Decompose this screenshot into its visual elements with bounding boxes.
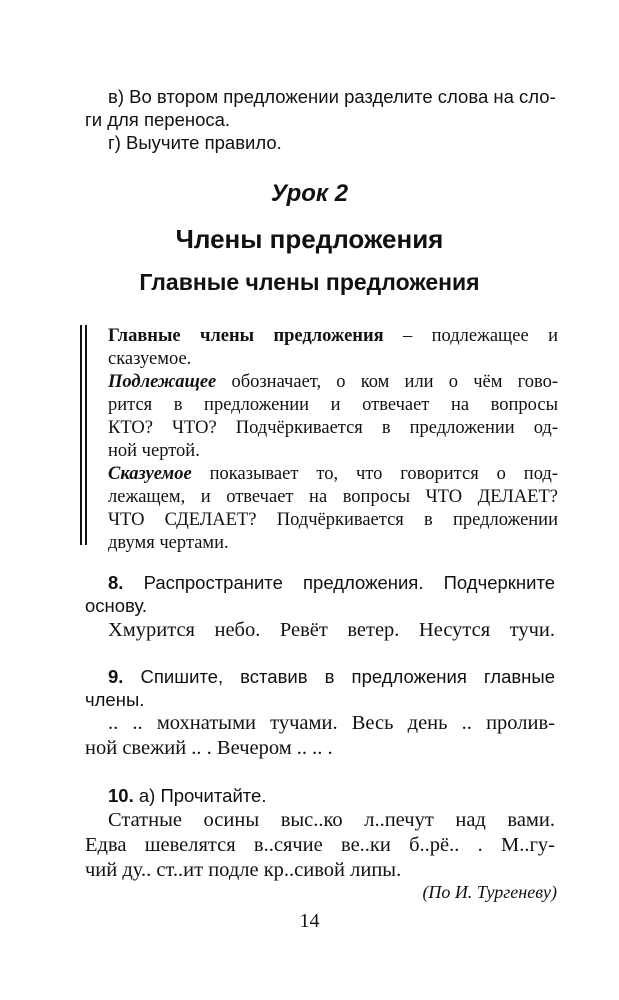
rule-bar-left — [80, 325, 82, 545]
rule-line-7: Сказуемое показывает то, что говорится о под- — [108, 464, 558, 484]
rule-line-5: КТО? ЧТО? Подчёркивается в предложении од- — [108, 418, 558, 438]
rule-line-4: рится в предложении и отвечает на вопросы — [108, 395, 558, 415]
exercise-10-task: 10. а) Прочитайте. — [108, 785, 267, 806]
exercise-8-text: Хмурится небо. Ревёт ветер. Несутся тучи. — [108, 619, 555, 641]
exercise-10-source: (По И. Тургеневу) — [422, 882, 557, 902]
exercise-8-task-line1: 8. Распространите предложения. Подчеркните — [108, 572, 555, 593]
rule-term-predicate: Сказуемое — [108, 464, 192, 484]
exercise-9-text-line1: .. .. мохнатыми тучами. Весь день .. пролив- — [108, 712, 555, 734]
exercise-9-task-line2: члены. — [85, 689, 145, 710]
exercise-10-text-line2: Едва шевелятся в..сячие ве..ки б..рё.. . М..гу- — [85, 834, 555, 856]
task-item-v-line2: ги для переноса. — [85, 109, 231, 130]
rule-line-9: ЧТО СДЕЛАЕТ? Подчёркивается в предложении — [108, 510, 558, 530]
task-item-v-line1: в) Во втором предложении разделите слова на сло- — [108, 86, 556, 107]
task-item-g: г) Выучите правило. — [108, 132, 282, 153]
exercise-10-text-line3: чий ду.. ст..ит подле кр..сивой липы. — [85, 859, 402, 881]
exercise-10-text-line1: Статные осины выс..ко л..печут над вами. — [108, 809, 555, 831]
rule-line-6: ной чертой. — [108, 441, 200, 461]
page-title: Члены предложения — [175, 224, 444, 254]
rule-bar-right — [85, 325, 87, 545]
exercise-9-task-line1: 9. Спишите, вставив в предложения главные — [108, 666, 555, 687]
page-number: 14 — [299, 910, 320, 932]
exercise-9-number: 9. — [108, 666, 124, 687]
rule-line-1: Главные члены предложения – подлежащее и — [108, 326, 558, 346]
exercise-10-number: 10. — [108, 785, 134, 806]
exercise-8-number: 8. — [108, 572, 124, 593]
rule-line-3: Подлежащее обозначает, о ком или о чём гово- — [108, 372, 558, 392]
rule-term-main: Главные члены предложения — [108, 326, 384, 346]
exercise-8-task-line2: основу. — [85, 595, 148, 616]
exercise-9-text-line2: ной свежий .. . Вечером .. .. . — [85, 737, 333, 759]
rule-term-subject: Подлежащее — [108, 372, 217, 392]
rule-line-10: двумя чертами. — [108, 533, 229, 553]
lesson-label: Урок 2 — [270, 180, 349, 207]
rule-line-2: сказуемое. — [108, 349, 192, 369]
section-subtitle: Главные члены предложения — [139, 269, 480, 295]
rule-line-8: лежащем, и отвечает на вопросы ЧТО ДЕЛАЕТ? — [108, 487, 558, 507]
rule-box — [80, 325, 560, 553]
